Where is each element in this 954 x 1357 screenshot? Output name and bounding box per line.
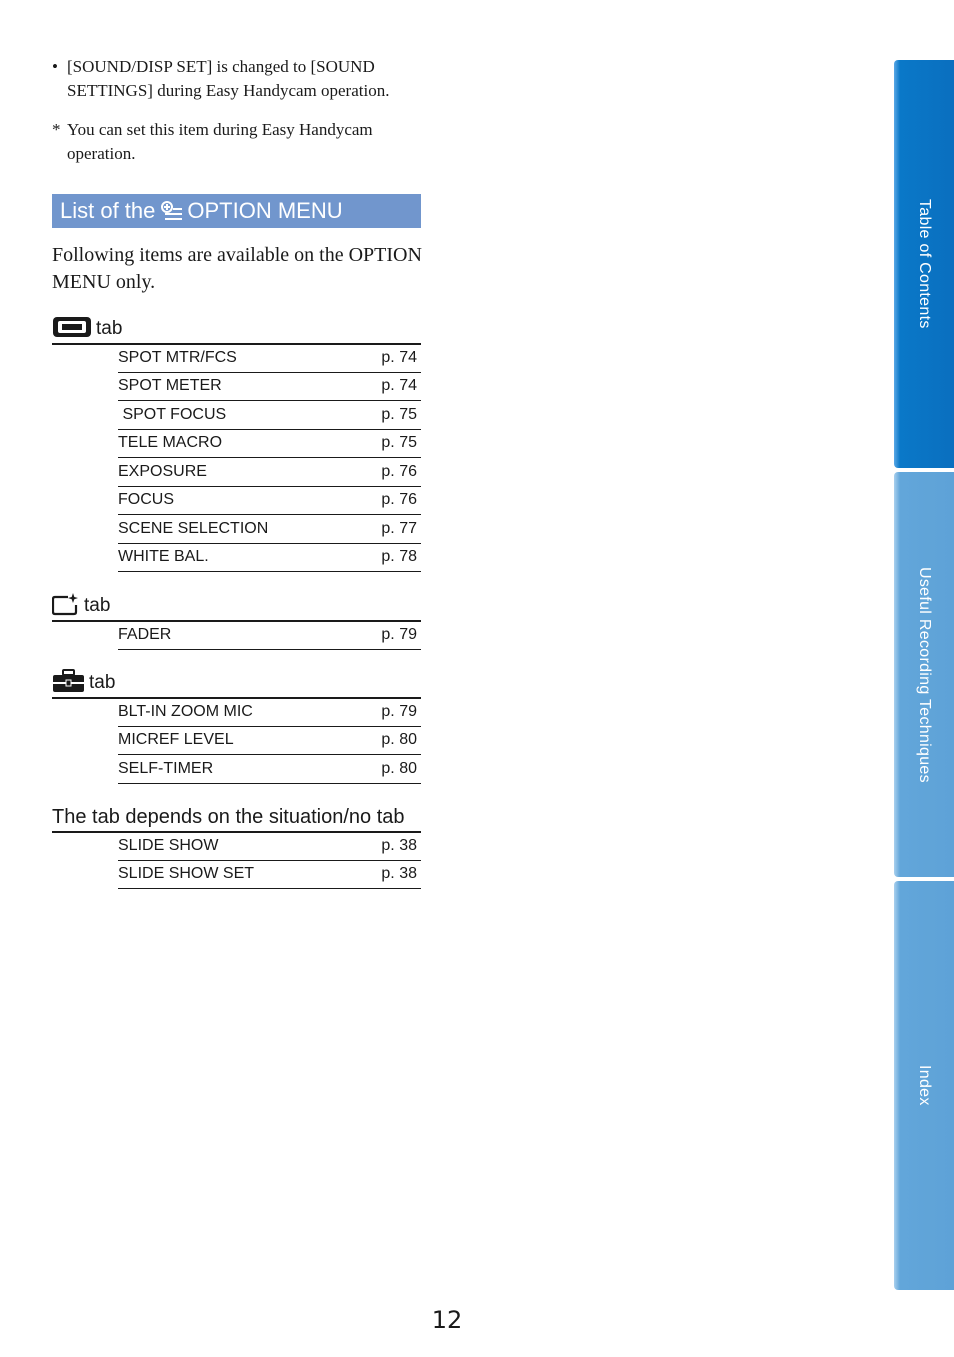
item-page[interactable]: p. 38: [381, 865, 417, 883]
bullet-mark: •: [52, 57, 58, 76]
list-item[interactable]: [118, 373, 421, 402]
item-name: SCENE SELECTION: [118, 519, 269, 537]
note-asterisk: [52, 118, 432, 166]
side-tab-table-of-contents[interactable]: [894, 60, 954, 468]
item-page[interactable]: p. 80: [381, 731, 417, 749]
item-page[interactable]: p. 75: [381, 405, 417, 423]
tab-label: tab: [89, 672, 116, 693]
list-item[interactable]: [118, 861, 421, 890]
item-name: SPOT MTR/FCS: [118, 348, 237, 366]
item-name: SLIDE SHOW: [118, 836, 219, 854]
side-tab-index[interactable]: [894, 881, 954, 1290]
item-name: SPOT FOCUS: [118, 405, 227, 423]
item-name: MICREF LEVEL: [118, 731, 234, 749]
list-item[interactable]: [118, 755, 421, 784]
list-item[interactable]: [118, 698, 421, 727]
item-name: FADER: [118, 625, 172, 643]
item-page[interactable]: p. 76: [381, 462, 417, 480]
list-item[interactable]: [118, 832, 421, 861]
list-item[interactable]: [118, 544, 421, 573]
tab-label: tab: [84, 595, 111, 616]
list-item[interactable]: [118, 458, 421, 487]
item-page[interactable]: p. 74: [381, 348, 417, 366]
item-name: EXPOSURE: [118, 462, 207, 480]
item-page[interactable]: p. 77: [381, 519, 417, 537]
list-item[interactable]: [118, 430, 421, 459]
item-name: BLT-IN ZOOM MIC: [118, 702, 253, 720]
side-tab-useful-recording-techniques[interactable]: [894, 472, 954, 877]
item-name: SPOT METER: [118, 377, 222, 395]
note-text: You can set this item during Easy Handycam operation.: [67, 120, 373, 163]
list-item[interactable]: [118, 727, 421, 756]
tab-label: tab: [96, 318, 123, 339]
item-page[interactable]: p. 78: [381, 548, 417, 566]
tab-header-camera: [52, 315, 421, 345]
toolbox-tab-list: [118, 698, 421, 784]
asterisk-mark: *: [52, 120, 61, 139]
camera-tab-icon: [52, 315, 92, 339]
picture-effect-tab-icon: [52, 592, 80, 616]
toolbox-tab-icon: [52, 669, 85, 693]
item-name: FOCUS: [118, 491, 174, 509]
item-page[interactable]: p. 74: [381, 377, 417, 395]
item-page[interactable]: p. 79: [381, 702, 417, 720]
tab-label: The tab depends on the situation/no tab: [52, 806, 405, 828]
item-name: TELE MACRO: [118, 434, 223, 452]
intro-text: Following items are available on the OPTION MENU only.: [52, 244, 422, 293]
side-tab-label: Useful Recording Techniques: [916, 566, 933, 783]
side-tab-label: Index: [916, 1065, 933, 1106]
page-number: 12: [431, 1306, 463, 1334]
list-item[interactable]: [118, 487, 421, 516]
list-item[interactable]: [118, 621, 421, 650]
item-name: SELF-TIMER: [118, 759, 214, 777]
note-bullet: [52, 55, 432, 103]
note-text: [SOUND/DISP SET] is changed to [SOUND SETTINGS] during Easy Handycam operation.: [67, 57, 390, 100]
item-name: SLIDE SHOW SET: [118, 865, 255, 883]
camera-tab-list: [118, 344, 421, 572]
picture-effect-tab-list: [118, 621, 421, 650]
tab-header-toolbox: [52, 669, 421, 699]
list-item[interactable]: [118, 401, 421, 430]
item-name: WHITE BAL.: [118, 548, 209, 566]
item-page[interactable]: p. 76: [381, 491, 417, 509]
side-tab-label: Table of Contents: [916, 199, 933, 329]
item-page[interactable]: p. 38: [381, 836, 417, 854]
list-item[interactable]: [118, 344, 421, 373]
section-title-after: OPTION MENU: [187, 198, 343, 223]
tab-header-situation: [52, 803, 421, 833]
item-page[interactable]: p. 75: [381, 434, 417, 452]
tab-header-picture-effect: [52, 592, 421, 622]
option-menu-icon: [161, 201, 183, 221]
situation-tab-list: [118, 832, 421, 889]
item-page[interactable]: p. 80: [381, 759, 417, 777]
list-item[interactable]: [118, 515, 421, 544]
section-title-bar: [52, 194, 421, 228]
item-page[interactable]: p. 79: [381, 625, 417, 643]
section-title-before: List of the: [60, 198, 156, 223]
